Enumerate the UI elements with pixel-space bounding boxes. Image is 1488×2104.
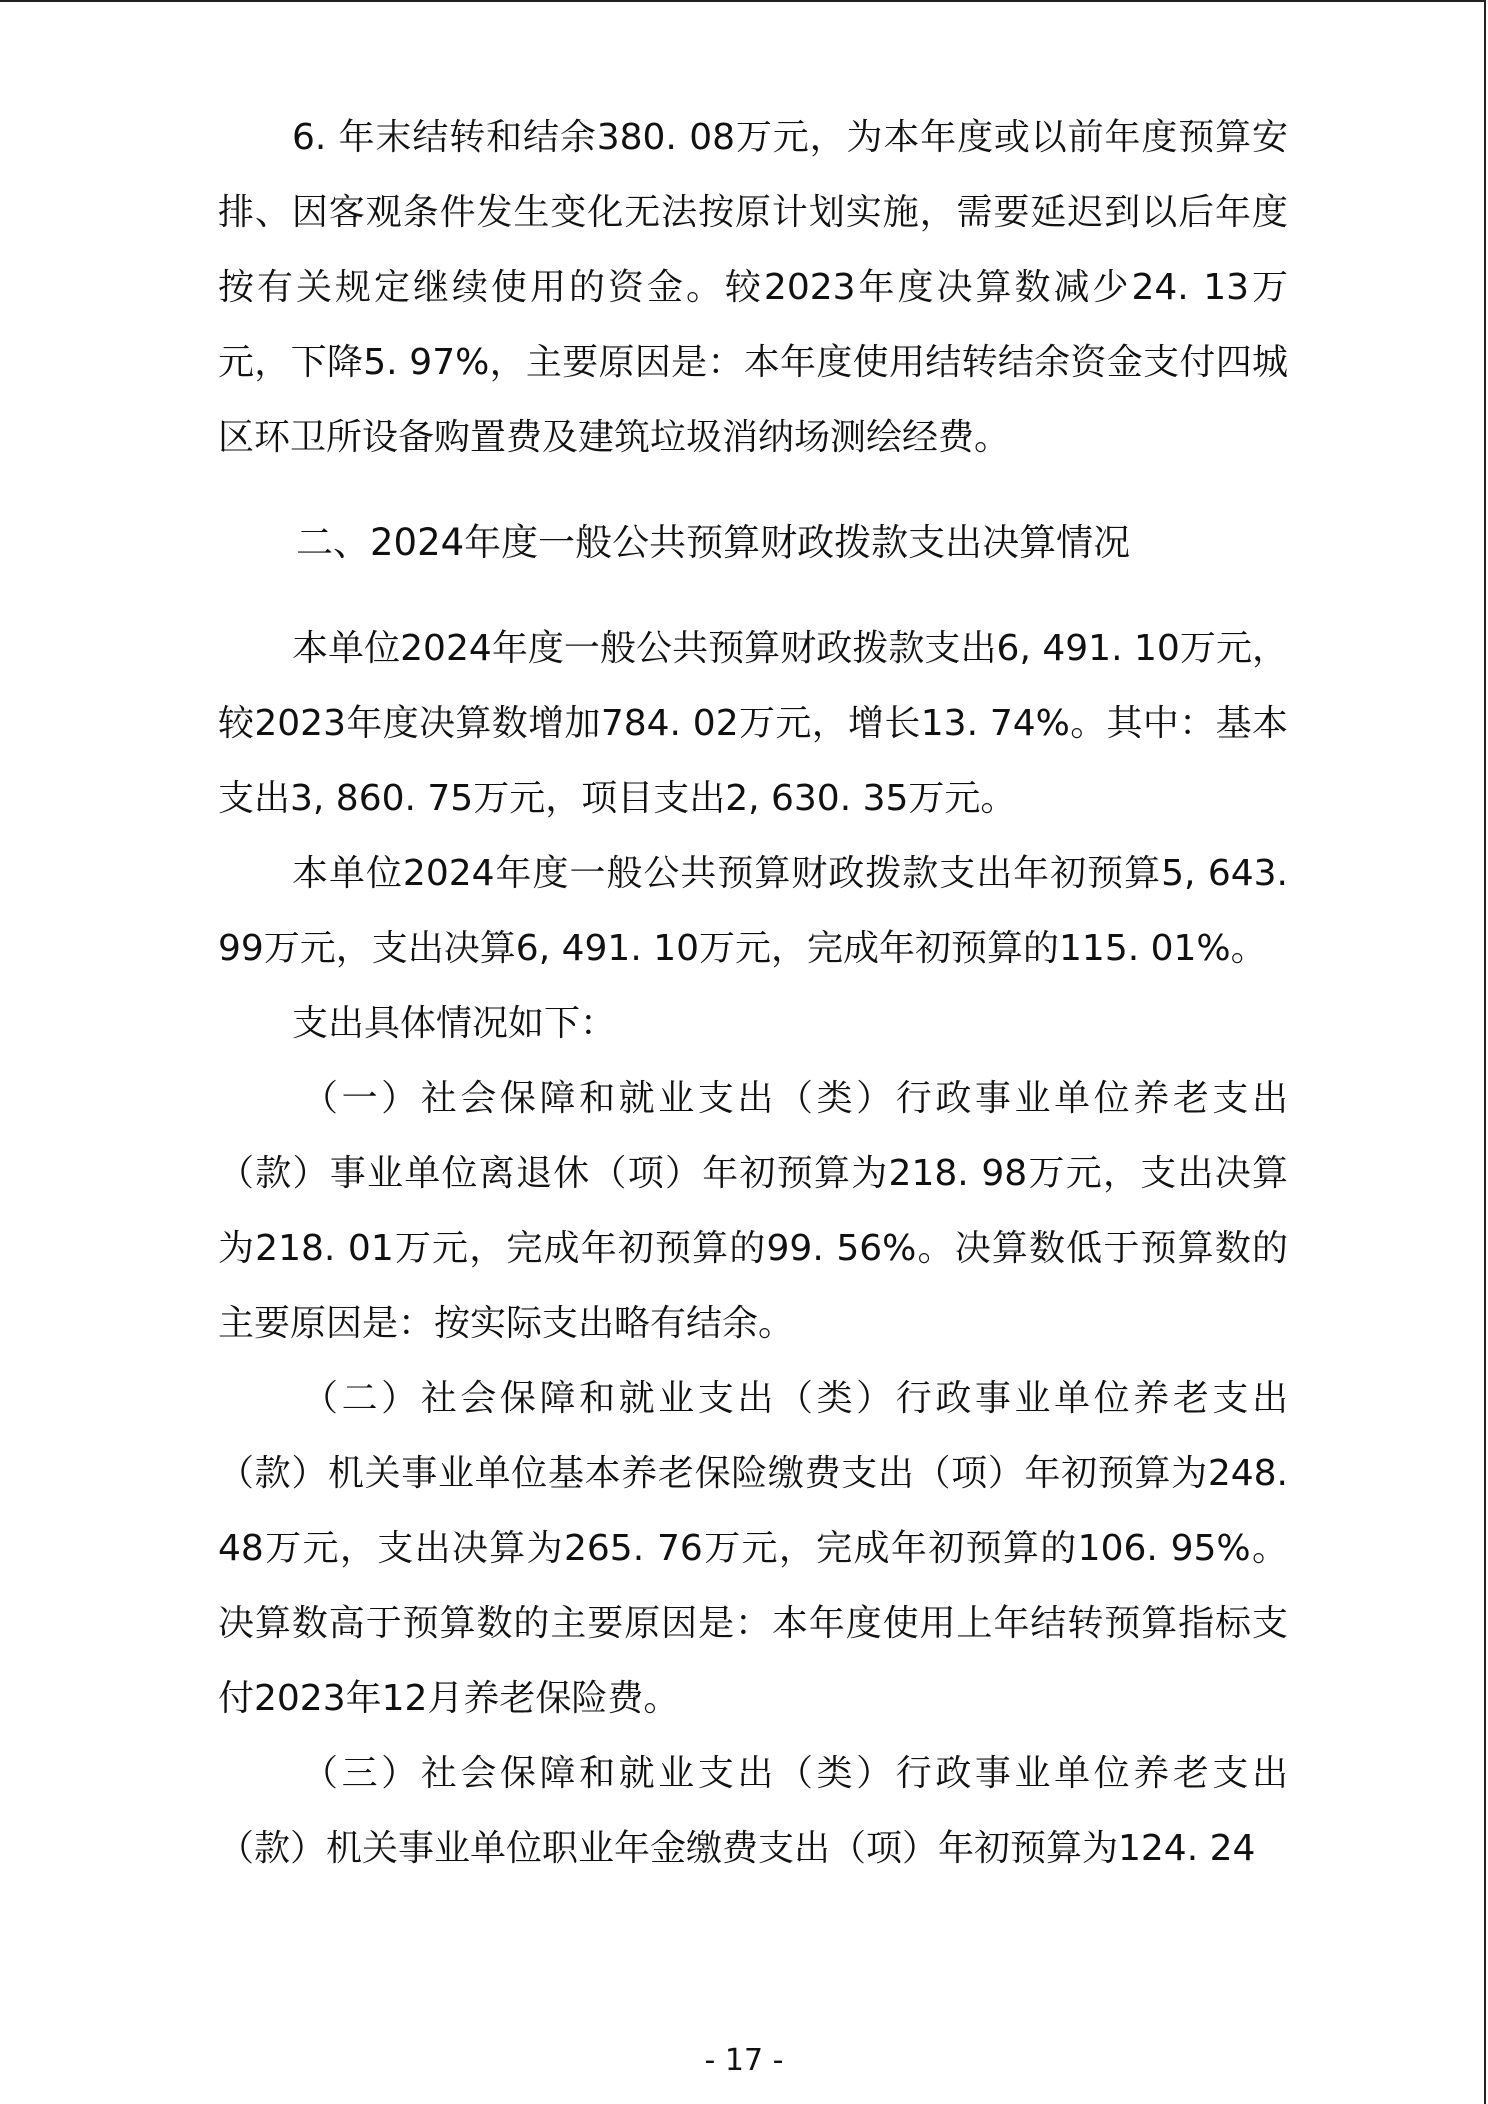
item-one: （一）社会保障和就业支出（类）行政事业单位养老支出（款）事业单位离退休（项）年初预算为218. 98万元，支出决算为218. 01万元，完成年初预算的99. 56%。决算数低于预算数的主要原因是：按实际支出略有结余。 xyxy=(218,1078,1288,1344)
paragraph-carryover-balance: 6. 年末结转和结余380. 08万元，为本年度或以前年度预算安排、因客观条件发生变化无法按原计划实施，需要延迟到以后年度按有关规定继续使用的资金。较2023年度决算数减少24. 13万元，下降5. 97%，主要原因是：本年度使用结转结余资金支付四城区环卫所设备购置费及建筑垃圾消纳场测绘经费。 xyxy=(218,117,1288,458)
paragraph-total-expenditure: 本单位2024年度一般公共预算财政拨款支出6, 491. 10万元，较2023年度决算数增加784. 02万元，增长13. 74%。其中：基本支出3, 860. 75万元，项目支出2, 630. 35万元。 xyxy=(218,628,1288,819)
paragraph-budget-completion: 本单位2024年度一般公共预算财政拨款支出年初预算5, 643. 99万元，支出决算6, 491. 10万元，完成年初预算的115. 01%。 xyxy=(218,853,1288,969)
paragraph-details-intro: 支出具体情况如下： xyxy=(292,1003,617,1044)
item-three: （三）社会保障和就业支出（类）行政事业单位养老支出（款）机关事业单位职业年金缴费支出（项）年初预算为124. 24 xyxy=(218,1753,1288,1869)
item-two: （二）社会保障和就业支出（类）行政事业单位养老支出（款）机关事业单位基本养老保险缴费支出（项）年初预算为248. 48万元，支出决算为265. 76万元，完成年初预算的106. 95%。决算数高于预算数的主要原因是：本年度使用上年结转预算指标支付2023年12月养老保险费。 xyxy=(218,1378,1288,1719)
section-heading: 二、2024年度一般公共预算财政拨款支出决算情况 xyxy=(296,521,1131,564)
document-body xyxy=(218,100,1288,1886)
page-number: - 17 - xyxy=(704,2043,784,2078)
